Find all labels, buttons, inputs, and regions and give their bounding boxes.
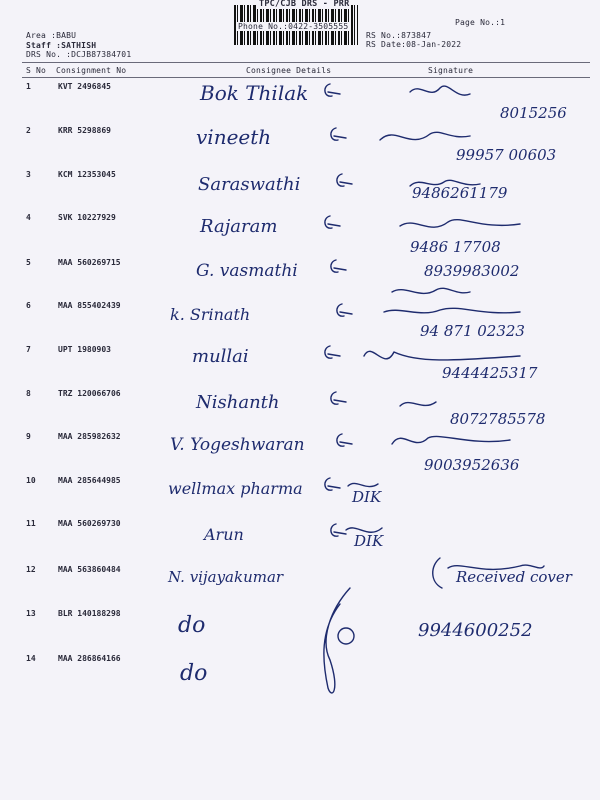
handwritten-signature-number: Received cover [456,568,572,586]
row-consignment-no: SVK 10227929 [58,213,116,222]
received-bracket [433,558,442,588]
row-consignment-no: BLR 140188298 [58,609,121,618]
row-consignment-no: MAA 855402439 [58,301,121,310]
row-sno: 6 [26,301,31,310]
handwritten-ampersand [325,346,340,358]
handwritten-consignee-name: do [178,613,206,638]
handwritten-ampersand [337,304,352,316]
row-consignment-no: KRR 5298869 [58,126,111,135]
handwritten-consignee-name: Arun [204,525,244,544]
handwritten-consignee-name: N. vijayakumar [168,568,284,586]
handwritten-ampersand [337,174,352,186]
rs-date: RS Date:08-Jan-2022 [366,40,462,49]
handwritten-ampersand [331,392,346,404]
handwritten-signature-number: 8015256 [500,104,567,122]
handwritten-signature-number: 94 871 02323 [420,322,525,340]
signature-stroke [392,288,470,293]
row-consignment-no: MAA 560269715 [58,258,121,267]
handwritten-signature-number: 9486261179 [412,184,508,202]
signature-stroke [384,308,520,313]
row-sno: 5 [26,258,31,267]
handwritten-signature-number: 8072785578 [450,410,546,428]
row-sno: 11 [26,519,36,528]
row-sno: 12 [26,565,36,574]
row-sno: 8 [26,389,31,398]
handwritten-signature-number: DIK [354,532,384,550]
signature-stroke [346,528,382,532]
row-consignment-no: UPT 1980903 [58,345,111,354]
row-sno: 2 [26,126,31,135]
handwritten-signature-number: 99957 00603 [456,146,557,164]
row-consignment-no: MAA 563860484 [58,565,121,574]
row-consignment-no: MAA 285982632 [58,432,121,441]
handwritten-consignee-name: k. Srinath [170,305,251,324]
area-label: Area :BABU [26,31,77,40]
row-consignment-no: MAA 286864166 [58,654,121,663]
handwritten-consignee-name: Bok Thilak [200,81,309,105]
handwritten-consignee-name: do [180,661,208,686]
handwritten-consignee-name: Nishanth [196,392,280,413]
rs-number: RS No.:873847 [366,31,432,40]
column-header-consignment: Consignment No [56,66,127,75]
handwritten-consignee-name: Saraswathi [198,174,301,195]
handwritten-signature-number: 9444425317 [442,364,538,382]
signature-stroke [400,220,520,227]
phone-number: Phone No.:0422-3505555 [238,22,349,31]
page-number: Page No.:1 [455,18,506,27]
handwritten-ampersand [337,434,352,446]
handwritten-signature-number: 9486 17708 [410,238,501,256]
row-consignment-no: KVT 2496845 [58,82,111,91]
handwritten-signature-number: 8939983002 [424,262,520,280]
row-sno: 3 [26,170,31,179]
column-header-signature: Signature [428,66,474,75]
row-consignment-no: TRZ 120066706 [58,389,121,398]
row-sno: 9 [26,432,31,441]
signature-stroke [392,436,510,444]
row-consignment-no: MAA 560269730 [58,519,121,528]
drs-number: DRS No. :DCJB87384701 [26,50,132,59]
handwritten-consignee-name: mullai [192,346,249,367]
row-consignment-no: MAA 285644985 [58,476,121,485]
handwritten-consignee-name: wellmax pharma [168,479,303,498]
row-sno: 10 [26,476,36,485]
row-sno: 14 [26,654,36,663]
signature-stroke [348,483,378,486]
signature-stroke [410,86,470,95]
row-sno: 13 [26,609,36,618]
handwritten-ampersand [325,84,340,96]
handwritten-ampersand [325,216,340,228]
handwritten-consignee-name: V. Yogeshwaran [170,435,305,455]
handwritten-signature-number: 9003952636 [424,456,520,474]
handwritten-signature-number: 9944600252 [418,620,533,641]
signature-stroke [364,351,520,360]
row-sno: 4 [26,213,31,222]
signature-scribble [324,588,350,693]
handwritten-signature-number: DIK [352,488,382,506]
handwritten-ampersand [331,524,346,536]
handwritten-ampersand [331,260,346,272]
row-sno: 7 [26,345,31,354]
staff-label: Staff :SATHISH [26,41,97,50]
signature-stroke [380,132,470,140]
handwritten-ampersand [331,128,346,140]
handwritten-ampersand [325,478,340,490]
row-consignment-no: KCM 12353045 [58,170,116,179]
column-header-sno: S No [26,66,47,75]
document-title: TPC/CJB DRS - PRR [259,0,350,9]
signature-stroke [400,402,436,406]
handwritten-consignee-name: vineeth [196,125,272,149]
handwritten-consignee-name: G. vasmathi [196,261,298,281]
row-sno: 1 [26,82,31,91]
handwritten-consignee-name: Rajaram [200,216,278,237]
column-header-consignee: Consignee Details [246,66,332,75]
stamp-mark [338,628,354,644]
